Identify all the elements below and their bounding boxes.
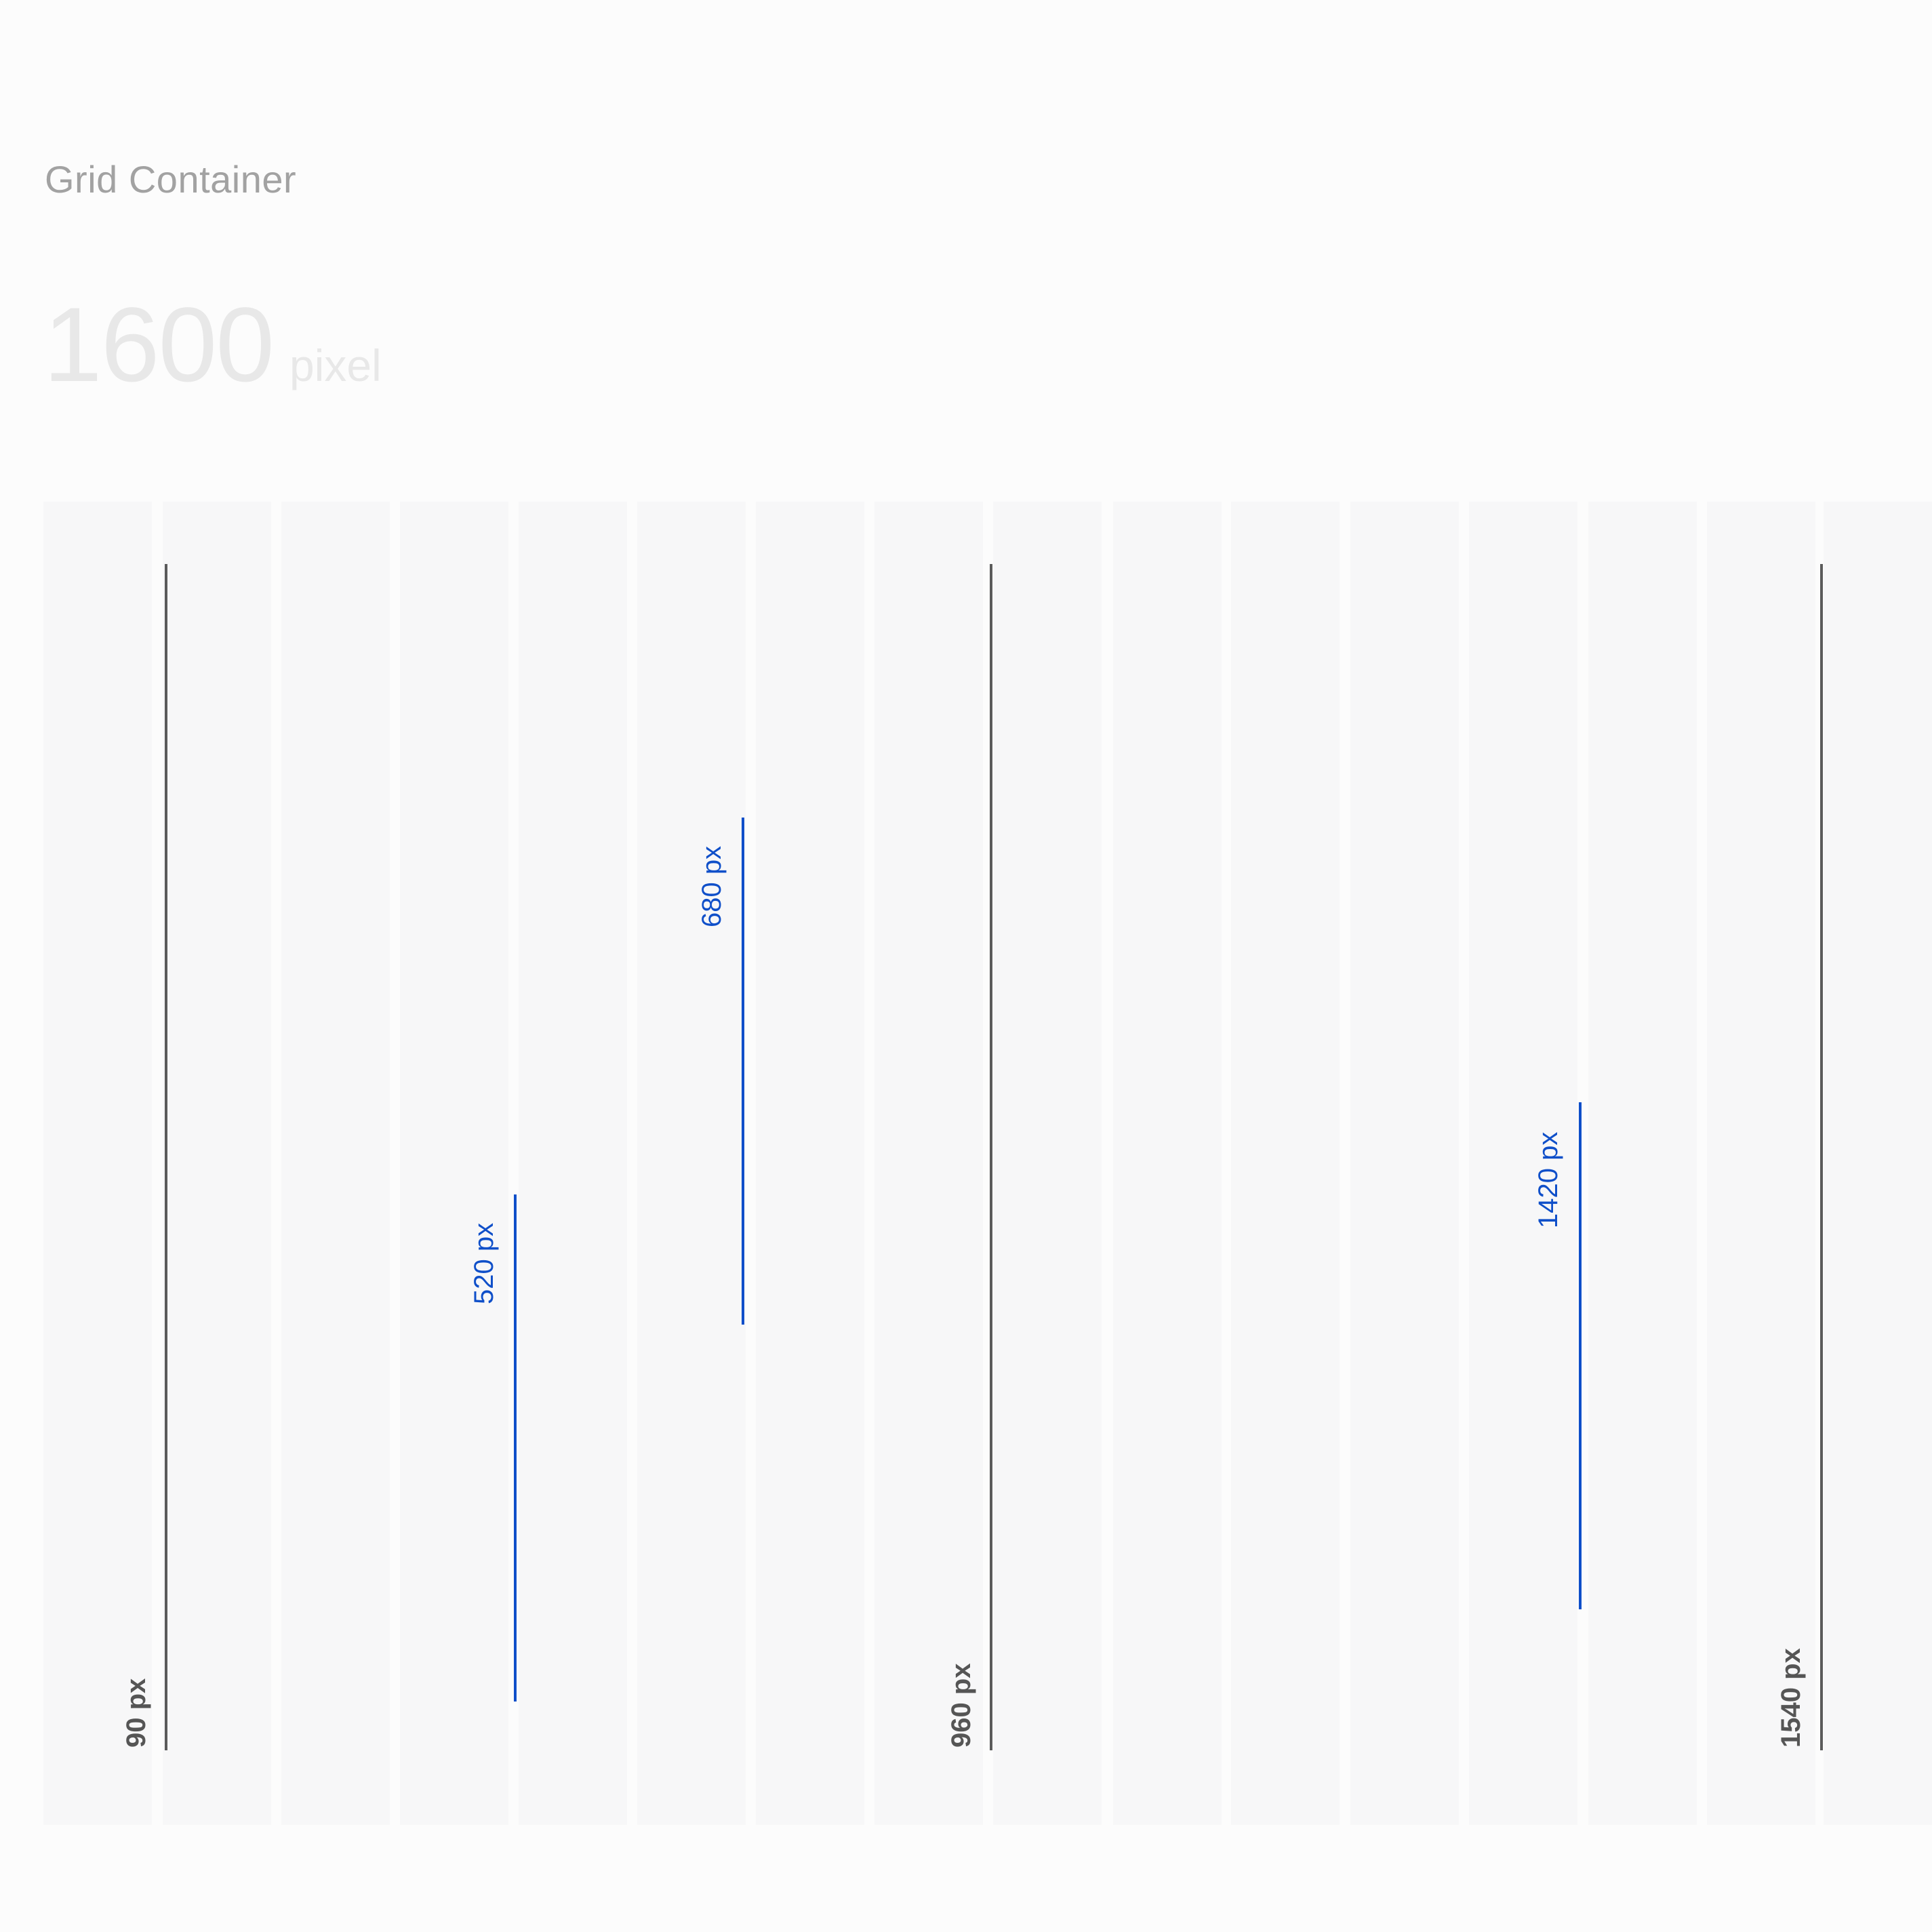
marker-line-680: [742, 818, 744, 1325]
marker-line-1420: [1579, 1102, 1582, 1609]
grid-column: [519, 502, 627, 1825]
marker-label-1540: 1540 px: [1776, 1648, 1806, 1748]
grid-column: [1824, 502, 1932, 1825]
grid-column: [400, 502, 508, 1825]
grid-column: [1231, 502, 1340, 1825]
marker-line-90: [165, 564, 167, 1750]
width-unit: pixel: [289, 340, 382, 390]
grid-column: [993, 502, 1102, 1825]
marker-line-960: [990, 564, 992, 1750]
marker-label-1420: 1420 px: [1533, 1131, 1563, 1228]
marker-label-90: 90 px: [121, 1678, 151, 1748]
grid-column: [1113, 502, 1222, 1825]
grid-column: [43, 502, 152, 1825]
marker-line-520: [514, 1194, 517, 1702]
grid-column: [281, 502, 390, 1825]
grid-column: [874, 502, 983, 1825]
section-subtitle: Grid Container: [45, 158, 297, 201]
grid-column: [1350, 502, 1459, 1825]
marker-label-960: 960 px: [946, 1663, 976, 1748]
grid-column: [163, 502, 271, 1825]
width-value: 1600: [43, 286, 274, 404]
grid-column: [637, 502, 746, 1825]
marker-line-1540: [1820, 564, 1823, 1750]
marker-label-520: 520 px: [469, 1222, 499, 1304]
grid-column: [1588, 502, 1697, 1825]
grid-column: [1707, 502, 1815, 1825]
marker-label-680: 680 px: [697, 845, 727, 927]
grid-column: [756, 502, 864, 1825]
